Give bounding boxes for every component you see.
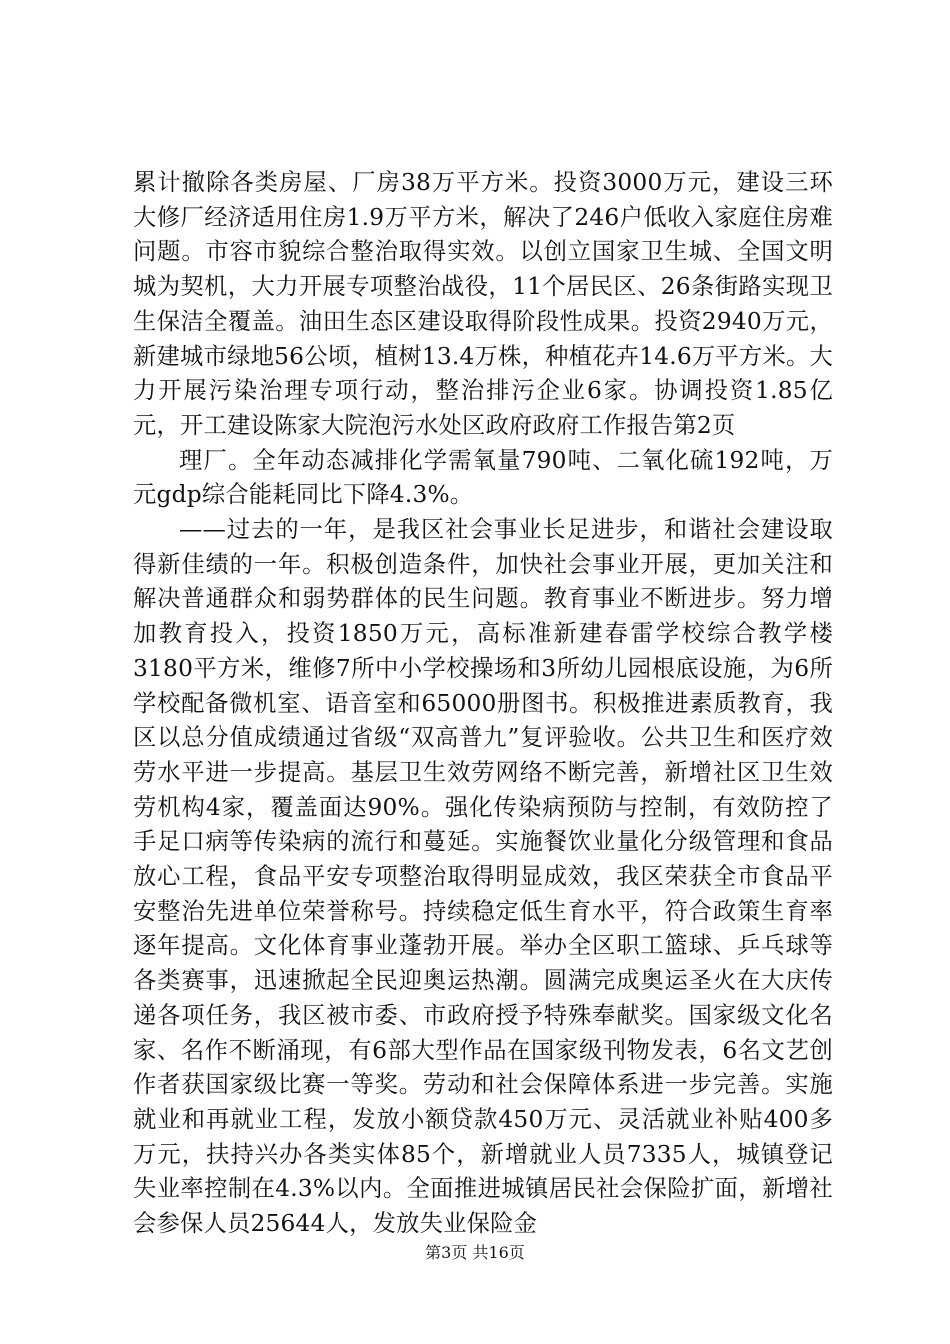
page-number-footer: 第3页 共16页: [425, 1243, 525, 1262]
paragraph-continuation: 累计撤除各类房屋、厂房38万平方米。投资3000万元，建设三环大修厂经济适用住房1.9万平方米，解决了246户低收入家庭住房难问题。市容市貌综合整治取得实效。以创立国家卫生城、全国文明城为契机，大力开展专项整治战役，11个居民区、26条街路实现卫生保洁全覆盖。油田生态区建设取得阶段性成果。投资2940万元，新建城市绿地56公顷，植树13.4万株，种植花卉14.6万平方米。大力开展污染治理专项行动，整治排污企业6家。协调投资1.85亿元，开工建设陈家大院泡污水处区政府政府工作报告第2页: [133, 169, 833, 439]
paragraph-emissions: 理厂。全年动态减排化学需氧量790吨、二氧化硫192吨，万元gdp综合能耗同比下降4.3%。: [133, 446, 833, 509]
document-body: [133, 166, 833, 1242]
paragraph-social-affairs: ——过去的一年，是我区社会事业长足进步，和谐社会建设取得新佳绩的一年。积极创造条件，加快社会事业开展，更加关注和解决普通群众和弱势群体的民生问题。教育事业不断进步。努力增加教育投入，投资1850万元，高标准新建春雷学校综合教学楼3180平方米，维修7所中小学校操场和3所幼儿园根底设施，为6所学校配备微机室、语音室和65000册图书。积极推进素质教育，我区以总分值成绩通过省级“双高普九”复评验收。公共卫生和医疗效劳水平进一步提高。基层卫生效劳网络不断完善，新增社区卫生效劳机构4家，覆盖面达90%。强化传染病预防与控制，有效防控了手足口病等传染病的流行和蔓延。实施餐饮业量化分级管理和食品放心工程，食品平安专项整治取得明显成效，我区荣获全市食品平安整治先进单位荣誉称号。持续稳定低生育水平，符合政策生育率逐年提高。文化体育事业蓬勃开展。举办全区职工篮球、乒乓球等各类赛事，迅速掀起全民迎奥运热潮。圆满完成奥运圣火在大庆传递各项任务，我区被市委、市政府授予特殊奉献奖。国家级文化名家、名作不断涌现，有6部大型作品在国家级刊物发表，6名文艺创作者获国家级比赛一等奖。劳动和社会保障体系进一步完善。实施就业和再就业工程，发放小额贷款450万元、灵活就业补贴400多万元，扶持兴办各类实体85个，新增就业人员7335人，城镇登记失业率控制在4.3%以内。全面推进城镇居民社会保险扩面，新增社会参保人员25644人，发放失业保险金: [133, 516, 833, 1238]
